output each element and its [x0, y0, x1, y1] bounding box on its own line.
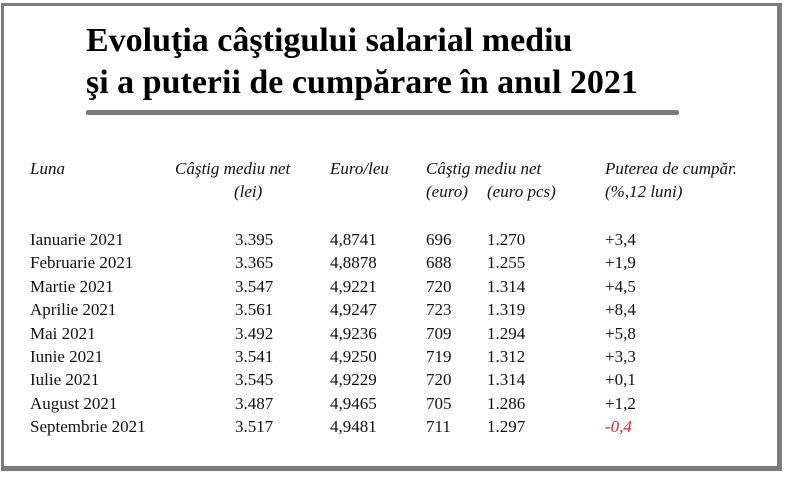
cell-castig-euro-pcs: 1.314 [487, 370, 526, 390]
header-castig-euro-line2b: (euro pcs) [487, 182, 556, 201]
cell-putere: +3,4 [605, 230, 636, 249]
cell-castig-euro: 709 [426, 323, 452, 343]
header-luna: Luna [30, 159, 65, 178]
cell-castig-euro-pcs: 1.255 [487, 253, 526, 273]
cell-euro-leu: 4,9465 [330, 393, 377, 413]
cell-castig-euro: 720 [426, 276, 452, 296]
cell-euro-leu: 4,9229 [330, 370, 377, 390]
cell-castig-euro: 696 [426, 230, 452, 249]
cell-euro-leu: 4,9481 [330, 417, 377, 437]
cell-putere: +1,2 [605, 393, 636, 413]
header-castig-euro-line2a: (euro) [426, 182, 468, 201]
title-underline [86, 110, 679, 115]
cell-castig-euro-pcs: 1.270 [487, 230, 526, 249]
cell-castig-lei: 3.541 [235, 347, 274, 366]
cell-castig-euro: 720 [426, 370, 452, 390]
cell-castig-lei: 3.395 [235, 230, 274, 249]
cell-castig-euro-pcs: 1.314 [487, 276, 526, 296]
cell-luna: Februarie 2021 [30, 253, 134, 273]
cell-castig-euro-pcs: 1.286 [487, 393, 526, 413]
cell-euro-leu: 4,8878 [330, 253, 377, 273]
header-castig-euro-line1: Câştig mediu net [426, 159, 542, 178]
cell-luna: Septembrie 2021 [30, 417, 146, 437]
header-putere-line2: (%,12 luni) [605, 182, 683, 201]
cell-luna: Mai 2021 [30, 323, 96, 343]
cell-castig-euro-pcs: 1.319 [487, 300, 526, 320]
cell-euro-leu: 4,9247 [330, 300, 377, 320]
cell-luna: Iulie 2021 [30, 370, 100, 390]
cell-castig-lei: 3.561 [235, 300, 274, 320]
cell-euro-leu: 4,9221 [330, 276, 377, 296]
cell-euro-leu: 4,9250 [330, 347, 377, 366]
cell-putere: -0,4 [605, 417, 632, 437]
title-line-1: Evoluţia câştigului salarial mediu [86, 22, 573, 59]
cell-castig-lei: 3.547 [235, 276, 274, 296]
cell-putere: +4,5 [605, 276, 636, 296]
cell-castig-lei: 3.487 [235, 393, 274, 413]
header-castig-lei-line2: (lei) [234, 182, 263, 201]
cell-euro-leu: 4,9236 [330, 323, 377, 343]
cell-putere: +8,4 [605, 300, 636, 320]
title-line-2: şi a puterii de cumpărare în anul 2021 [86, 64, 638, 101]
cell-castig-lei: 3.492 [235, 323, 274, 343]
cell-luna: Iunie 2021 [30, 347, 104, 366]
cell-putere: +5,8 [605, 323, 636, 343]
cell-castig-euro-pcs: 1.312 [487, 347, 526, 366]
header-putere-line1: Puterea de cumpăr. [605, 159, 738, 178]
cell-euro-leu: 4,8741 [330, 230, 377, 249]
cell-castig-euro: 719 [426, 347, 452, 366]
cell-putere: +0,1 [605, 370, 636, 390]
cell-castig-lei: 3.517 [235, 417, 274, 437]
header-castig-lei-line1: Câştig mediu net [175, 159, 291, 178]
document-title [86, 20, 638, 104]
cell-castig-euro: 711 [426, 417, 451, 437]
cell-castig-euro: 688 [426, 253, 452, 273]
header-euro-leu: Euro/leu [330, 159, 389, 178]
cell-luna: Aprilie 2021 [30, 300, 117, 320]
cell-luna: August 2021 [30, 393, 118, 413]
cell-putere: +1,9 [605, 253, 636, 273]
cell-putere: +3,3 [605, 347, 636, 366]
cell-luna: Martie 2021 [30, 276, 114, 296]
cell-luna: Ianuarie 2021 [30, 230, 124, 249]
cell-castig-lei: 3.545 [235, 370, 274, 390]
cell-castig-euro: 723 [426, 300, 452, 320]
cell-castig-euro-pcs: 1.294 [487, 323, 526, 343]
cell-castig-euro: 705 [426, 393, 452, 413]
cell-castig-lei: 3.365 [235, 253, 274, 273]
cell-castig-euro-pcs: 1.297 [487, 417, 526, 437]
